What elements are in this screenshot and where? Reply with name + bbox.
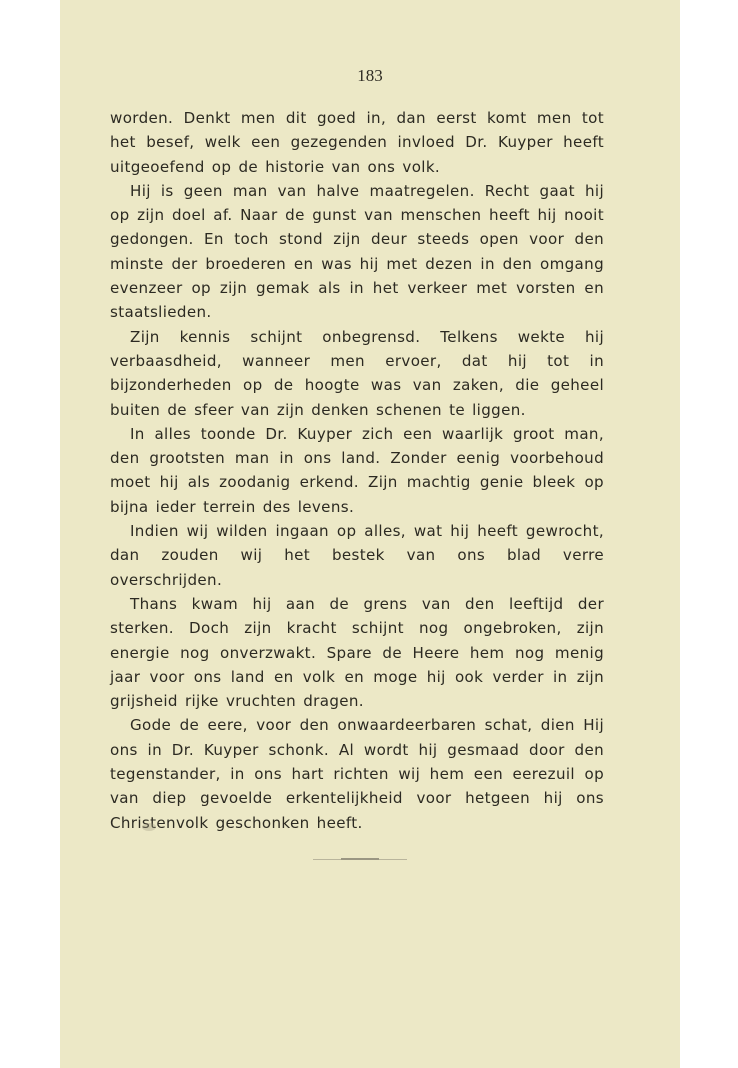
book-page [60, 0, 680, 1068]
paragraph-1: worden. Denkt men dit goed in, dan eerst komt men tot het besef, welk een gezegenden invloed Dr. Kuyper heeft uitgeoefend op de historie van ons volk. [110, 109, 604, 176]
paragraph-6: Thans kwam hij aan de grens van den leeftijd der sterken. Doch zijn kracht schijnt nog ongebroken, zijn energie nog onverzwakt. Spare de Heere hem nog menig jaar voor ons land en volk en moge hij ook verder in zijn grijsheid rijke vruchten dragen. [110, 594, 604, 711]
end-rule-divider [313, 859, 407, 860]
paragraph-2: Hij is geen man van halve maatregelen. Recht gaat hij op zijn doel af. Naar de gunst van menschen heeft hij nooit gedongen. En toch stond zijn deur steeds open voor den minste der broederen en was hij met dezen in den omgang evenzeer op zijn gemak als in het verkeer met vorsten en staatslieden. [110, 181, 604, 322]
paragraph-5: Indien wij wilden ingaan op alles, wat hij heeft gewrocht, dan zouden wij het bestek van ons blad verre overschrijden. [110, 522, 604, 589]
paragraph-7: Gode de eere, voor den onwaardeerbaren schat, dien Hij ons in Dr. Kuyper schonk. Al wordt hij gesmaad door den tegenstander, in ons hart richten wij hem een eerezuil op van diep gevoelde erkentelijkheid voor hetgeen hij ons Christenvolk geschonken heeft. [110, 716, 604, 832]
paragraph-3: Zijn kennis schijnt onbegrensd. Telkens wekte hij verbaasdheid, wanneer men ervoer, dat hij tot in bijzonderheden op de hoogte was van zaken, die geheel buiten de sfeer van zijn denken schenen te liggen. [110, 327, 604, 419]
page-number: 183 [357, 66, 383, 85]
paragraph-4: In alles toonde Dr. Kuyper zich een waarlijk groot man, den grootsten man in ons land. Zonder eenig voorbehoud moet hij als zoodanig erkend. Zijn machtig genie bleek op bijna ieder terrein des levens. [110, 424, 604, 516]
body-text [110, 106, 604, 835]
paper-smudge [142, 823, 156, 831]
